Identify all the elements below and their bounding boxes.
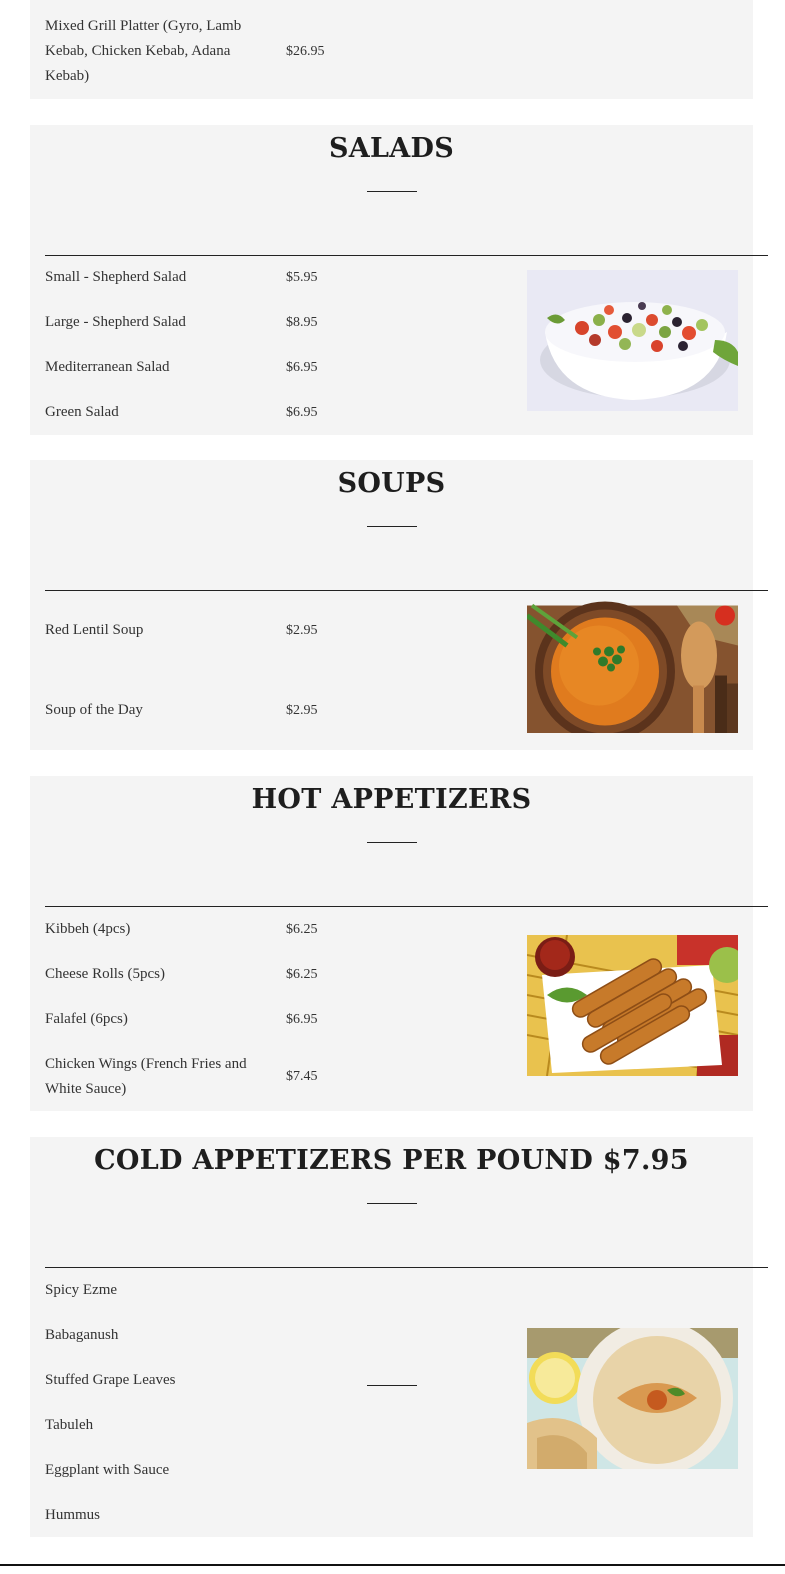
grills-section — [30, 0, 753, 99]
menu-item-price: $26.95 — [286, 44, 325, 59]
menu-item-name: Falafel (6pcs) — [45, 1011, 128, 1027]
menu-item-name: Stuffed Grape Leaves — [45, 1372, 176, 1388]
menu-item-name: Eggplant with Sauce — [45, 1462, 170, 1478]
section-divider — [45, 1267, 768, 1268]
hummus-photo — [527, 1328, 738, 1469]
menu-item-name: Tabuleh — [45, 1417, 94, 1433]
menu-item-name: Small - Shepherd Salad — [45, 269, 187, 285]
price-divider — [367, 1385, 417, 1386]
cheese-rolls-photo — [527, 935, 738, 1076]
shepherd-salad-photo — [527, 270, 738, 411]
title-underline — [367, 842, 417, 843]
menu-item-name: Babaganush — [45, 1327, 119, 1343]
menu-item-name: Mediterranean Salad — [45, 359, 170, 375]
page-bottom-border — [0, 1564, 785, 1566]
menu-item-price: $6.25 — [286, 967, 318, 982]
salads-section — [30, 125, 753, 435]
section-title: SALADS — [328, 133, 455, 164]
lentil-soup-photo — [527, 601, 738, 733]
menu-item-name: Red Lentil Soup — [45, 622, 144, 638]
section-title: SOUPS — [337, 468, 446, 499]
menu-item-name: Hummus — [45, 1507, 101, 1523]
menu-item-name: Soup of the Day — [45, 702, 143, 718]
menu-item-name: Kibbeh (4pcs) — [45, 921, 131, 937]
menu-item-price: $6.95 — [286, 1012, 318, 1027]
section-divider — [45, 906, 768, 907]
title-underline — [367, 1203, 417, 1204]
menu-item-price: $5.95 — [286, 270, 318, 285]
cold-appetizers-section — [30, 1137, 753, 1537]
title-underline — [367, 191, 417, 192]
title-underline — [367, 526, 417, 527]
menu-item-name: Spicy Ezme — [45, 1282, 118, 1298]
menu-item-name: Cheese Rolls (5pcs) — [45, 966, 165, 982]
menu-item-name: Chicken Wings (French Fries and White Sauce) — [45, 1056, 247, 1097]
menu-item-name: Mixed Grill Platter (Gyro, Lamb Kebab, Chicken Kebab, Adana Kebab) — [45, 18, 242, 84]
menu-item-price: $8.95 — [286, 315, 318, 330]
menu-item-price: $6.95 — [286, 405, 318, 420]
menu-item-price: $6.95 — [286, 360, 318, 375]
menu-item-price: $2.95 — [286, 703, 318, 718]
menu-item-price: $7.45 — [286, 1069, 318, 1084]
soups-section — [30, 460, 753, 750]
hot-appetizers-section — [30, 776, 753, 1111]
section-title: HOT APPETIZERS — [251, 784, 532, 815]
section-divider — [45, 255, 768, 256]
section-title: COLD APPETIZERS PER POUND $7.95 — [94, 1145, 689, 1176]
menu-item-price: $6.25 — [286, 922, 318, 937]
menu-item-price: $2.95 — [286, 623, 318, 638]
menu-item-name: Large - Shepherd Salad — [45, 314, 186, 330]
section-divider — [45, 590, 768, 591]
menu-item-name: Green Salad — [45, 404, 119, 420]
